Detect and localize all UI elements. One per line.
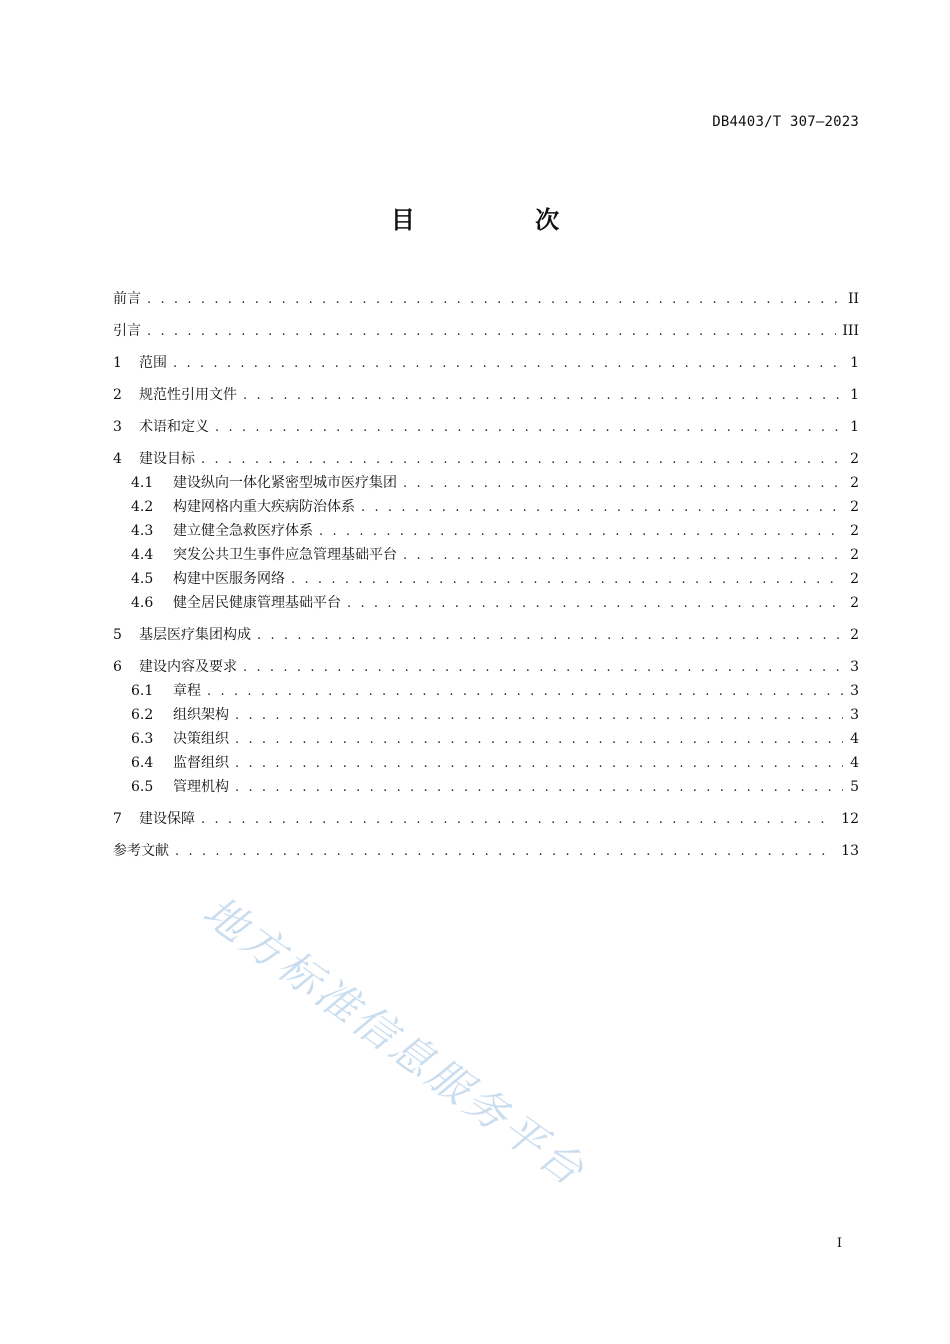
toc-entry-number: 6.1 — [131, 683, 154, 699]
toc-entry-page: 13 — [841, 843, 859, 859]
toc-entry[interactable] — [113, 495, 859, 519]
toc-entry[interactable] — [113, 319, 859, 343]
toc-entry-page: 3 — [850, 683, 859, 699]
toc-entry-title: 建设目标 — [139, 451, 195, 467]
dot-leader — [201, 808, 835, 832]
toc-entry-number: 6.3 — [131, 731, 154, 747]
toc-entry-title: 术语和定义 — [139, 419, 209, 435]
toc-entry[interactable] — [113, 703, 859, 727]
toc-entry-title: 建设纵向一体化紧密型城市医疗集团 — [173, 475, 397, 491]
toc-entry-title: 构建网格内重大疾病防治体系 — [173, 499, 355, 515]
dot-leader — [201, 448, 843, 472]
toc-entry-title: 引言 — [113, 323, 141, 339]
toc-entry-page: 4 — [850, 755, 859, 771]
toc-entry-title: 前言 — [113, 291, 141, 307]
toc-entry-title: 范围 — [139, 355, 167, 371]
dot-leader — [257, 624, 843, 648]
toc-entry-number: 7 — [113, 811, 122, 827]
dot-leader — [361, 496, 843, 520]
toc-entry-page: 1 — [850, 355, 859, 371]
toc-entry-number: 3 — [113, 419, 122, 435]
toc-entry-page: 5 — [850, 779, 859, 795]
dot-leader — [173, 352, 843, 376]
toc-entry-number: 5 — [113, 627, 122, 643]
toc-entry[interactable] — [113, 775, 859, 799]
toc-entry-page: 2 — [850, 547, 859, 563]
dot-leader — [243, 384, 843, 408]
dot-leader — [235, 776, 843, 800]
toc-entry[interactable] — [113, 287, 859, 311]
toc-entry[interactable] — [113, 807, 859, 831]
toc-entry-title: 参考文献 — [113, 843, 169, 859]
toc-entry-page: 1 — [850, 419, 859, 435]
toc-entry-page: 2 — [850, 595, 859, 611]
dot-leader — [235, 728, 843, 752]
toc-entry-number: 4.1 — [131, 475, 154, 491]
toc-entry-title: 规范性引用文件 — [139, 387, 237, 403]
toc-entry[interactable] — [113, 623, 859, 647]
toc-entry[interactable] — [113, 727, 859, 751]
document-code: DB4403/T 307—2023 — [712, 114, 859, 130]
toc-entry-number: 4.4 — [131, 547, 154, 563]
toc-entry[interactable] — [113, 415, 859, 439]
toc-entry-page: 4 — [850, 731, 859, 747]
toc-entry-number: 6.5 — [131, 779, 154, 795]
footer-page-number: I — [836, 1236, 842, 1251]
toc-entry-page: II — [847, 291, 859, 307]
toc-entry-title: 监督组织 — [173, 755, 229, 771]
toc-entry-page: 3 — [850, 659, 859, 675]
dot-leader — [215, 416, 843, 440]
toc-entry[interactable] — [113, 351, 859, 375]
dot-leader — [403, 544, 843, 568]
dot-leader — [403, 472, 843, 496]
dot-leader — [243, 656, 843, 680]
dot-leader — [207, 680, 843, 704]
toc-entry[interactable] — [113, 447, 859, 471]
toc-entry-page: 1 — [850, 387, 859, 403]
toc-entry[interactable] — [113, 519, 859, 543]
toc-entry-number: 4.6 — [131, 595, 154, 611]
page-title: 目 次 — [390, 206, 616, 234]
dot-leader — [235, 752, 843, 776]
toc-entry-number: 6.4 — [131, 755, 154, 771]
toc-entry-page: 3 — [850, 707, 859, 723]
toc-entry-page: 2 — [850, 627, 859, 643]
toc-entry-page: III — [842, 323, 859, 339]
toc-entry-title: 管理机构 — [173, 779, 229, 795]
toc-entry[interactable] — [113, 591, 859, 615]
toc-entry-title: 突发公共卫生事件应急管理基础平台 — [173, 547, 397, 563]
toc-entry-number: 2 — [113, 387, 122, 403]
dot-leader — [175, 840, 835, 864]
toc-entry-title: 建设内容及要求 — [139, 659, 237, 675]
toc-entry-title: 构建中医服务网络 — [173, 571, 285, 587]
toc-entry-number: 4.3 — [131, 523, 154, 539]
toc-entry[interactable] — [113, 471, 859, 495]
toc-entry-number: 6 — [113, 659, 122, 675]
toc-entry-title: 章程 — [173, 683, 201, 699]
toc-entry-number: 4.5 — [131, 571, 154, 587]
toc-entry[interactable] — [113, 751, 859, 775]
toc-entry[interactable] — [113, 567, 859, 591]
toc-entry[interactable] — [113, 839, 859, 863]
toc-entry-title: 组织架构 — [173, 707, 229, 723]
toc-entry-number: 6.2 — [131, 707, 154, 723]
toc-entry[interactable] — [113, 679, 859, 703]
toc-entry-title: 健全居民健康管理基础平台 — [173, 595, 341, 611]
watermark: 地方标准信息服务平台 — [194, 886, 596, 1197]
dot-leader — [347, 592, 843, 616]
dot-leader — [235, 704, 843, 728]
toc-entry-page: 2 — [850, 523, 859, 539]
table-of-contents — [113, 287, 859, 863]
toc-entry-page: 2 — [850, 475, 859, 491]
toc-entry-page: 12 — [841, 811, 859, 827]
dot-leader — [147, 320, 836, 344]
toc-entry-page: 2 — [850, 499, 859, 515]
toc-entry-title: 决策组织 — [173, 731, 229, 747]
toc-entry-number: 4 — [113, 451, 122, 467]
toc-entry-number: 4.2 — [131, 499, 154, 515]
dot-leader — [319, 520, 843, 544]
toc-entry-title: 基层医疗集团构成 — [139, 627, 251, 643]
toc-entry-title: 建立健全急救医疗体系 — [173, 523, 313, 539]
toc-entry[interactable] — [113, 655, 859, 679]
toc-entry-page: 2 — [850, 451, 859, 467]
dot-leader — [291, 568, 843, 592]
dot-leader — [147, 288, 842, 312]
toc-entry-number: 1 — [113, 355, 122, 371]
toc-entry-page: 2 — [850, 571, 859, 587]
toc-entry[interactable] — [113, 383, 859, 407]
toc-entry-title: 建设保障 — [139, 811, 195, 827]
toc-entry[interactable] — [113, 543, 859, 567]
